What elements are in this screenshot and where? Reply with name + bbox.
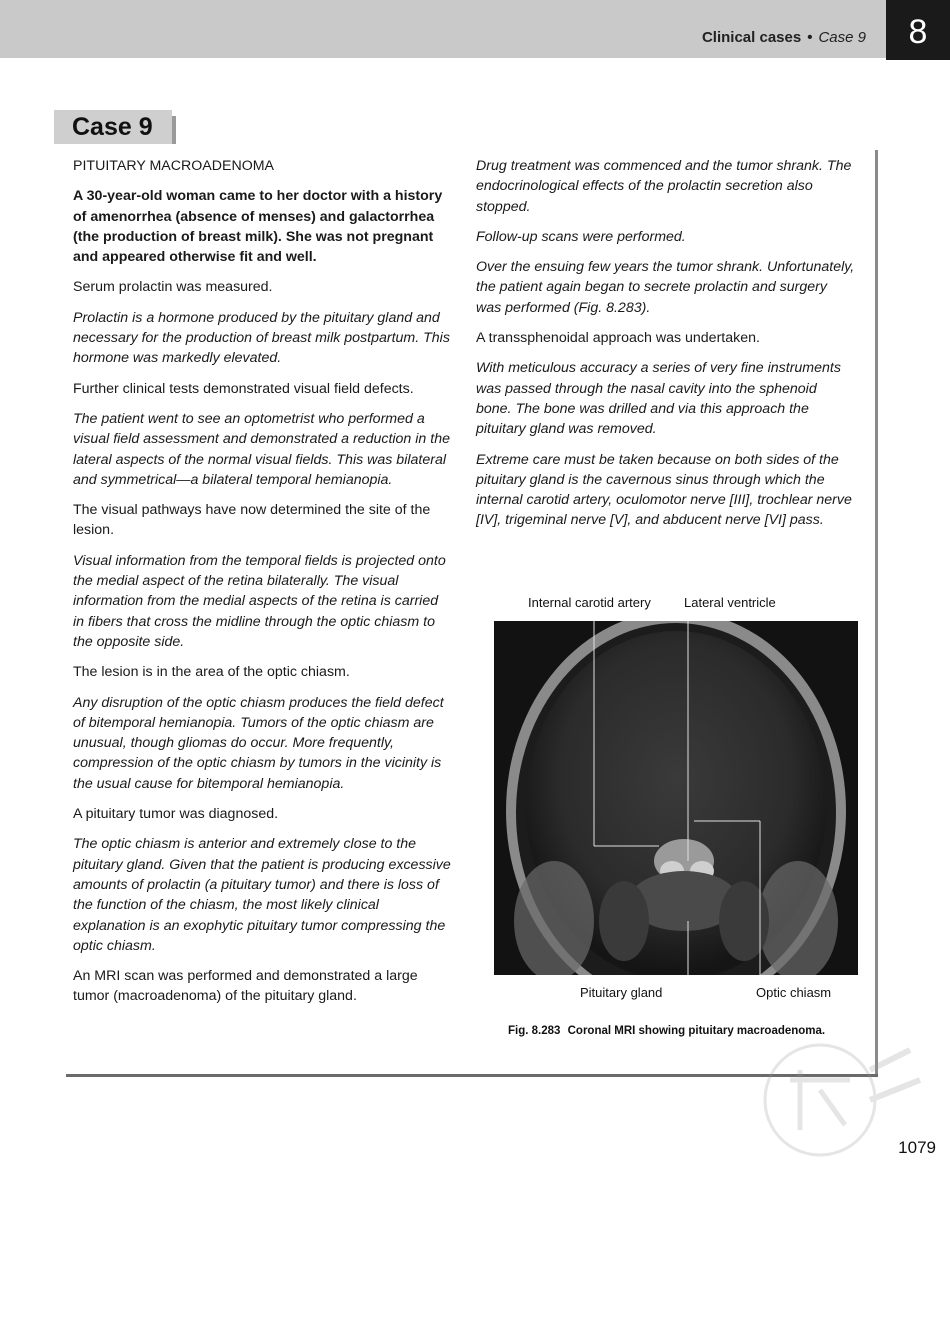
left-column: [73, 156, 453, 1017]
paragraph-italic: The optic chiasm is anterior and extremely close to the pituitary gland. Given that the patient is producing excessive amounts of prolactin (a pituitary tumor) and there is loss of the function of the chiasm, the most likely clinical explanation is an exophytic pituitary tumor compressing the optic chiasm.: [73, 836, 451, 954]
figure-number: Fig. 8.283: [508, 1025, 561, 1037]
case-title: Case 9: [54, 110, 172, 144]
paragraph-italic: Any disruption of the optic chiasm produces the field defect of bitemporal hemianopia. Tumors of the optic chiasm are unusual, though gliomas do occur. More frequently, compression of the optic chiasm by tumors in the vicinity is the usual cause for bitemporal hemianopia.: [73, 694, 444, 792]
paragraph: A transsphenoidal approach was undertaken.: [476, 330, 760, 347]
case-intro: A 30-year-old woman came to her doctor with a history of amenorrhea (absence of menses) and galactorrhea (the production of breast milk). She was not pregnant and appeared otherwise fit and well.: [73, 188, 443, 266]
box-bottom-rule: [66, 1074, 878, 1077]
paragraph: The lesion is in the area of the optic chiasm.: [73, 664, 350, 681]
paragraph-italic: Extreme care must be taken because on both sides of the pituitary gland is the cavernous sinus through which the internal carotid artery, oculomotor nerve [III], trochlear nerve [IV], trigeminal nerve [V], and abducent nerve [VI] pass.: [476, 451, 852, 529]
paragraph: A pituitary tumor was diagnosed.: [73, 806, 279, 823]
header-case: Case 9: [818, 29, 866, 46]
right-column: [476, 156, 856, 541]
paragraph: Serum prolactin was measured.: [73, 279, 273, 296]
paragraph-italic: Visual information from the temporal fields is projected onto the medial aspect of the retina bilaterally. The visual information from the medial aspects of the retina is carried in fibers that cross the midline through the optic chiasm to the opposite side.: [73, 552, 446, 650]
header-section: Clinical cases: [701, 29, 802, 46]
paragraph-italic: The patient went to see an optometrist who performed a visual field assessment and demonstrated a reduction in the lateral aspects of the normal visual fields. This was bilateral and symmetrical—a bilateral temporal hemianopia.: [73, 410, 450, 488]
paragraph-italic: Follow-up scans were performed.: [476, 228, 686, 245]
paragraph-italic: With meticulous accuracy a series of very fine instruments was passed through the nasal cavity into the sphenoid bone. The bone was drilled and via this approach the pituitary gland was removed.: [476, 360, 841, 438]
label-optic-chiasm: Optic chiasm: [756, 985, 832, 1000]
page-number: 1079: [898, 1138, 936, 1157]
mri-figure: [490, 593, 866, 1048]
mri-image: [494, 621, 858, 975]
header-separator: •: [807, 29, 813, 46]
paragraph-italic: Drug treatment was commenced and the tumor shrank. The endocrinological effects of the prolactin secretion also stopped.: [476, 158, 852, 215]
figure-caption-text: Coronal MRI showing pituitary macroadenoma.: [567, 1025, 826, 1037]
label-internal-carotid: Internal carotid artery: [528, 595, 651, 610]
running-header: [702, 29, 866, 46]
label-lateral-ventricle: Lateral ventricle: [684, 595, 776, 610]
figure-caption: [508, 1025, 825, 1037]
box-right-rule: [875, 150, 878, 1076]
case-title-accent: [172, 116, 176, 144]
paragraph: Further clinical tests demonstrated visual field defects.: [73, 380, 414, 397]
paragraph: An MRI scan was performed and demonstrated a large tumor (macroadenoma) of the pituitary gland.: [73, 968, 418, 1005]
label-pituitary-gland: Pituitary gland: [580, 985, 663, 1000]
paragraph-italic: Prolactin is a hormone produced by the pituitary gland and necessary for the production of breast milk postpartum. This hormone was markedly elevated.: [73, 309, 450, 367]
case-heading: PITUITARY MACROADENOMA: [73, 158, 275, 174]
mri-scan-drawing: [494, 621, 858, 975]
paragraph: The visual pathways have now determined the site of the lesion.: [73, 502, 431, 539]
paragraph-italic: Over the ensuing few years the tumor shrank. Unfortunately, the patient again began to secrete prolactin and surgery was performed (Fig. 8.283).: [476, 259, 855, 316]
chapter-number: 8: [886, 0, 950, 60]
